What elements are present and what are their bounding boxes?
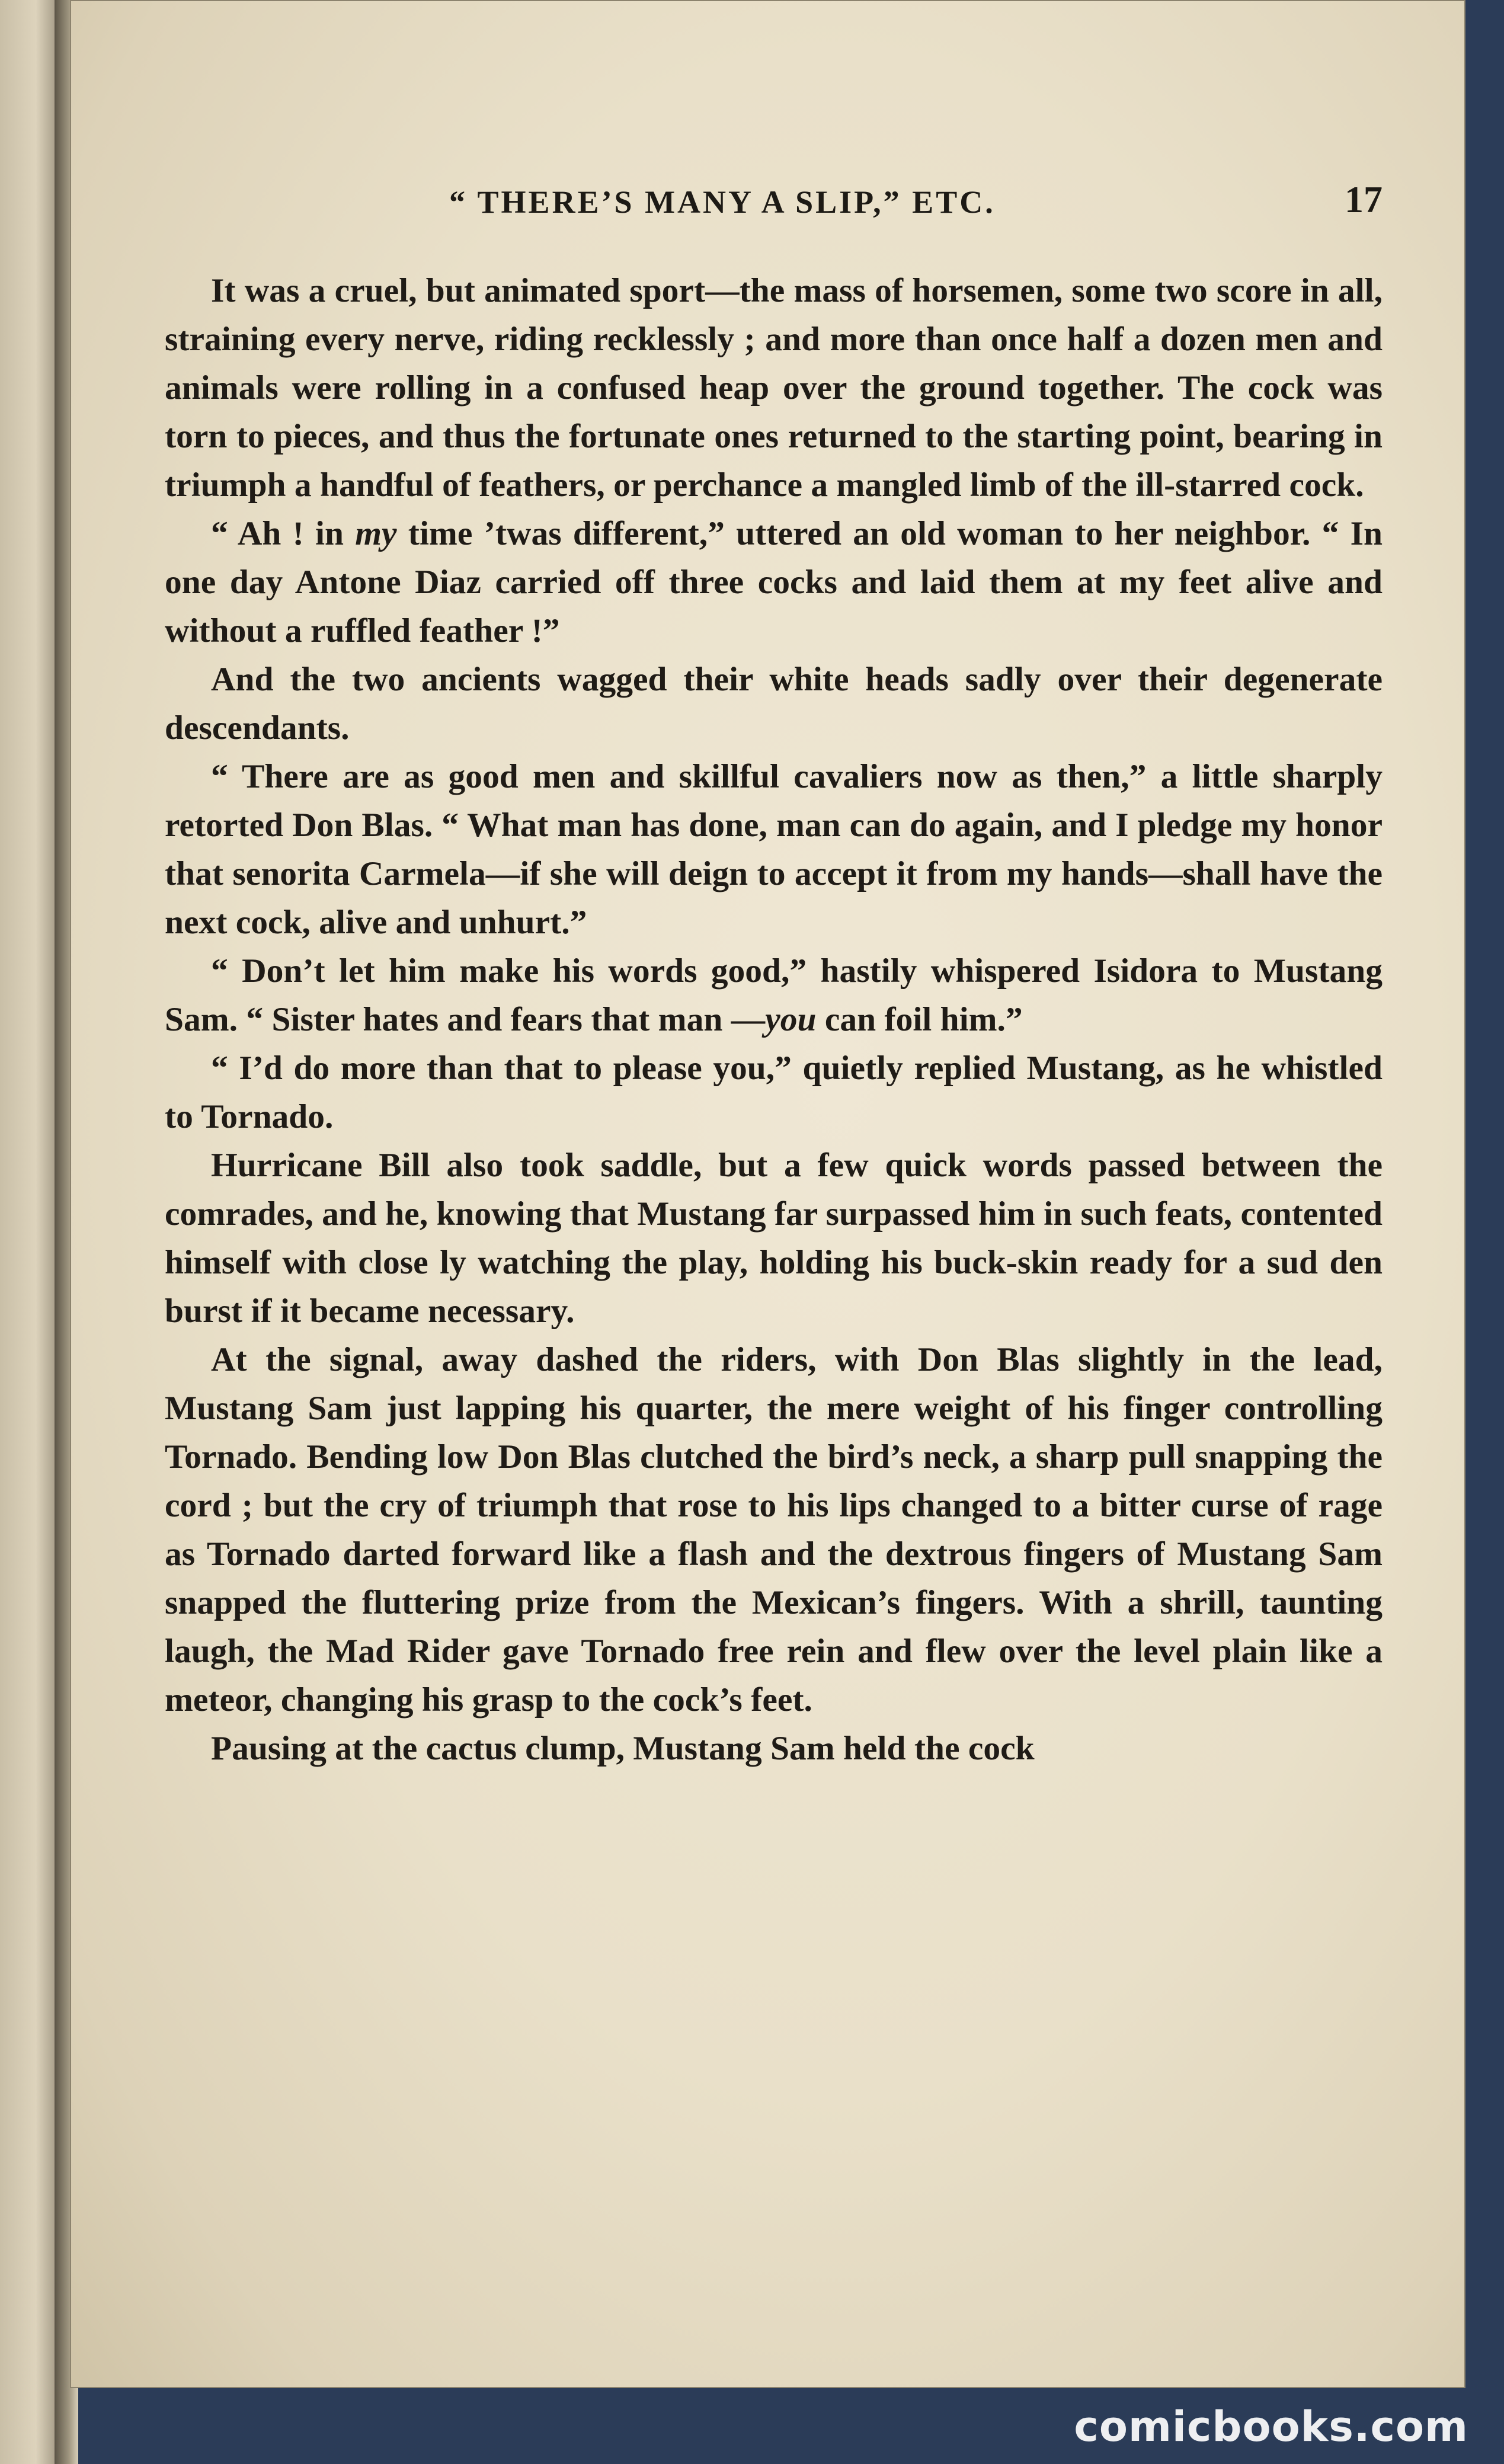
page-header [165, 178, 1383, 249]
paragraph: “ There are as good men and skillful cavaliers now as then,” a little sharply retorted Don Blas. “ What man has done, man can do again, and I pledge my honor that senorita Carmela—if she will deign to accept it from my hands—shall have the next cock, alive and unhurt.” [165, 758, 1383, 941]
paragraph: Hurricane Bill also took saddle, but a few quick words passed between the comrades, and he, knowing that Mustang far surpassed him in such feats, contented himself with close ly watching the play, holding his buck-skin ready for a sud den burst if it became necessary. [165, 1147, 1383, 1330]
paragraph: Pausing at the cactus clump, Mustang Sam held the cock [211, 1730, 1035, 1767]
emphasis: my [355, 515, 397, 552]
running-head: “ THERE’S MANY A SLIP,” ETC. [449, 184, 996, 220]
paragraph: It was a cruel, but animated sport—the mass of horsemen, some two score in all, straining every nerve, riding recklessly ; and more than once half a dozen men and animals were rolling in a confused heap over the ground together. The cock was torn to pieces, and thus the fortunate ones returned to the starting point, bearing in triumph a handful of feathers, or perchance a mangled limb of the ill-starred cock. [165, 272, 1383, 504]
page-content [165, 178, 1383, 1773]
paragraph: And the two ancients wagged their white heads sadly over their degenerate descendants. [165, 661, 1383, 747]
emphasis: you [765, 1001, 817, 1038]
paragraph: “ Don’t let him make his words good,” hastily whispered Isidora to Mustang Sam. “ Sister hates and fears that man —you can foil him.” [165, 952, 1383, 1038]
book-page [70, 0, 1465, 2388]
paragraph: At the signal, away dashed the riders, with Don Blas slightly in the lead, Mustang Sam just lapping his quarter, the mere weight of his finger controlling Tornado. Bending low Don Blas clutched the bird’s neck, a sharp pull snapping the cord ; but the cry of triumph that rose to his lips changed to a bitter curse of rage as Tornado darted forward like a flash and the dextrous fingers of Mustang Sam snapped the fluttering prize from the Mexican’s fingers. With a shrill, taunting laugh, the Mad Rider gave Tornado free rein and flew over the level plain like a meteor, changing his grasp to the cock’s feet. [165, 1341, 1383, 1719]
watermark: comicbooks.com [1074, 2402, 1468, 2451]
page-number: 17 [1345, 178, 1383, 220]
paragraph: “ Ah ! in my time ’twas different,” uttered an old woman to her neighbor. “ In one day Antone Diaz carried off three cocks and laid them at my feet alive and without a ruffled feather !” [165, 515, 1383, 649]
paragraph: “ I’d do more than that to please you,” quietly replied Mustang, as he whistled to Tornado. [165, 1049, 1383, 1135]
body-text [165, 267, 1383, 1773]
